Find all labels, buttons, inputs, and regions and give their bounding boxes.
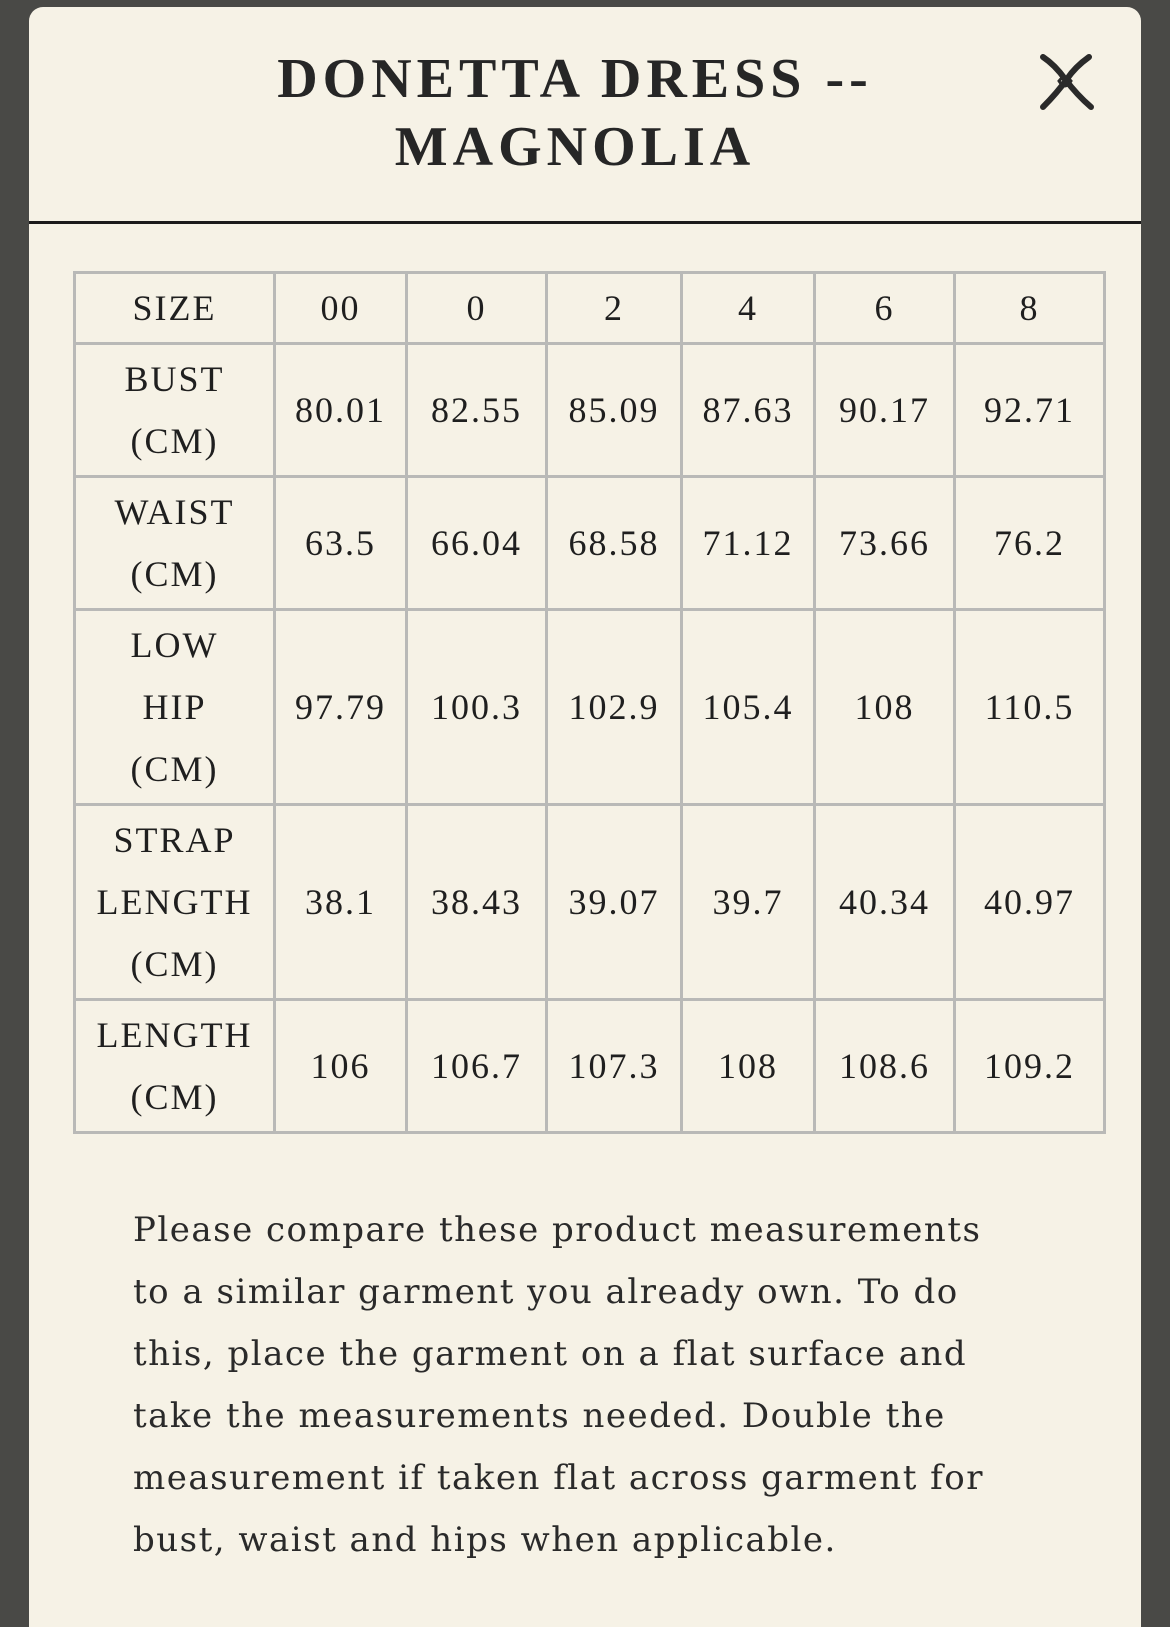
row-label-line: (CM) bbox=[130, 554, 219, 594]
table-row bbox=[75, 344, 1105, 477]
row-label-line: (CM) bbox=[130, 749, 219, 789]
row-label-line: (CM) bbox=[130, 421, 219, 461]
measurement-cell: 80.01 bbox=[275, 344, 407, 477]
row-label-line: STRAP bbox=[113, 820, 236, 860]
close-x-icon bbox=[1035, 51, 1097, 113]
measurement-cell: 106 bbox=[275, 1000, 407, 1133]
size-header-cell: 0 bbox=[407, 273, 547, 344]
table-row bbox=[75, 610, 1105, 805]
measurement-cell: 40.34 bbox=[815, 805, 955, 1000]
measurement-cell: 85.09 bbox=[547, 344, 682, 477]
measurement-cell: 68.58 bbox=[547, 477, 682, 610]
measurement-cell: 106.7 bbox=[407, 1000, 547, 1133]
measurement-cell: 39.07 bbox=[547, 805, 682, 1000]
measurement-cell: 87.63 bbox=[682, 344, 815, 477]
close-button[interactable] bbox=[1035, 51, 1097, 113]
measurement-cell: 102.9 bbox=[547, 610, 682, 805]
row-label bbox=[75, 477, 275, 610]
measurement-cell: 38.43 bbox=[407, 805, 547, 1000]
row-label-line: WAIST bbox=[114, 492, 235, 532]
size-chart bbox=[73, 271, 1103, 1134]
modal-title-line-2: MAGNOLIA bbox=[394, 116, 756, 178]
row-label bbox=[75, 805, 275, 1000]
size-table bbox=[73, 271, 1106, 1134]
size-header-cell: 4 bbox=[682, 273, 815, 344]
row-label-line: (CM) bbox=[130, 944, 219, 984]
measurement-cell: 108.6 bbox=[815, 1000, 955, 1133]
size-header-label: SIZE bbox=[75, 273, 275, 344]
modal-header bbox=[29, 7, 1141, 224]
measurement-cell: 108 bbox=[815, 610, 955, 805]
table-row-size bbox=[75, 273, 1105, 344]
measurement-cell: 107.3 bbox=[547, 1000, 682, 1133]
modal-title bbox=[179, 45, 971, 181]
measurement-cell: 105.4 bbox=[682, 610, 815, 805]
measurement-cell: 82.55 bbox=[407, 344, 547, 477]
size-guide-modal bbox=[29, 7, 1141, 1627]
measurement-cell: 100.3 bbox=[407, 610, 547, 805]
row-label-line: HIP bbox=[142, 687, 207, 727]
measurement-cell: 63.5 bbox=[275, 477, 407, 610]
measurement-cell: 38.1 bbox=[275, 805, 407, 1000]
row-label-line: (CM) bbox=[130, 1077, 219, 1117]
measurement-instructions: Please compare these product measurements to a similar garment you already own. To do this, place the garment on a flat surface and take the measurements needed. Double the measurement if taken flat across garment for bust, waist and hips when applicable. bbox=[133, 1210, 984, 1560]
table-row bbox=[75, 477, 1105, 610]
table-row bbox=[75, 1000, 1105, 1133]
table-row bbox=[75, 805, 1105, 1000]
size-header-cell: 00 bbox=[275, 273, 407, 344]
measurement-cell: 90.17 bbox=[815, 344, 955, 477]
measurement-cell: 108 bbox=[682, 1000, 815, 1133]
measurement-cell: 40.97 bbox=[955, 805, 1105, 1000]
modal-title-line-1: DONETTA DRESS -- bbox=[277, 48, 873, 110]
measurement-cell: 66.04 bbox=[407, 477, 547, 610]
row-label bbox=[75, 610, 275, 805]
measurement-cell: 110.5 bbox=[955, 610, 1105, 805]
measurement-cell: 73.66 bbox=[815, 477, 955, 610]
size-header-cell: 8 bbox=[955, 273, 1105, 344]
row-label-line: LOW bbox=[130, 625, 219, 665]
row-label bbox=[75, 344, 275, 477]
size-header-cell: 6 bbox=[815, 273, 955, 344]
measurement-cell: 76.2 bbox=[955, 477, 1105, 610]
measurement-cell: 71.12 bbox=[682, 477, 815, 610]
measurement-cell: 39.7 bbox=[682, 805, 815, 1000]
size-table-body bbox=[75, 273, 1105, 1133]
measurement-cell: 109.2 bbox=[955, 1000, 1105, 1133]
measurement-cell: 97.79 bbox=[275, 610, 407, 805]
row-label-line: LENGTH bbox=[96, 1015, 253, 1055]
row-label-line: LENGTH bbox=[96, 882, 253, 922]
size-header-cell: 2 bbox=[547, 273, 682, 344]
measurement-cell: 92.71 bbox=[955, 344, 1105, 477]
row-label-line: BUST bbox=[124, 359, 225, 399]
row-label bbox=[75, 1000, 275, 1133]
